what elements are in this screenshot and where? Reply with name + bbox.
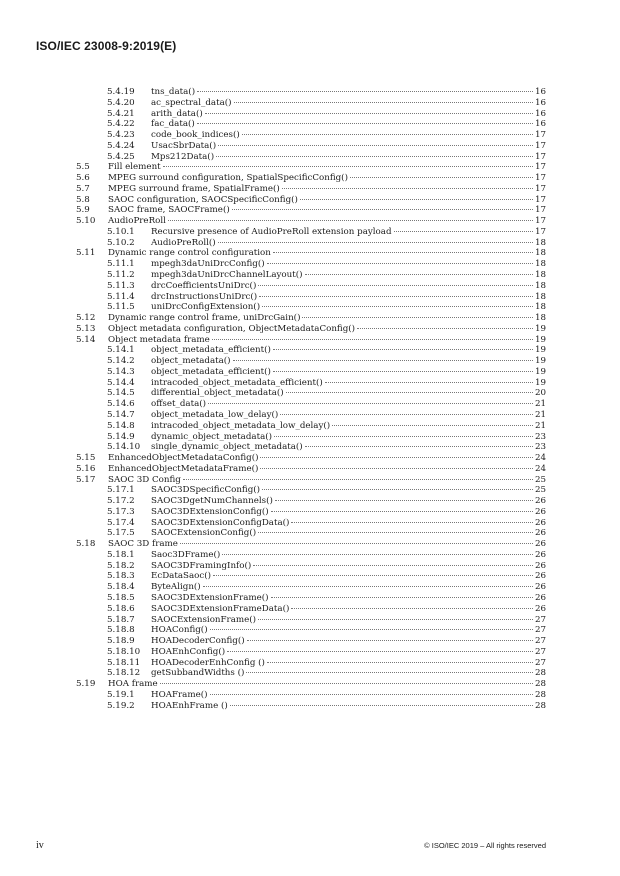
toc-entry-number: 5.10 bbox=[76, 216, 96, 227]
toc-entry-number: 5.8 bbox=[76, 194, 90, 205]
toc-entry-number: 5.7 bbox=[76, 183, 90, 194]
toc-entry[interactable] bbox=[76, 313, 546, 324]
dot-leader bbox=[350, 177, 533, 178]
toc-entry-title: fac_data() bbox=[151, 119, 195, 130]
toc-entry-page: 17 bbox=[534, 194, 546, 205]
table-of-contents bbox=[76, 87, 546, 711]
toc-entry-number: 5.18.8 bbox=[107, 625, 135, 636]
page-number: iv bbox=[36, 840, 44, 851]
toc-entry-page: 17 bbox=[534, 205, 546, 216]
toc-entry-title: MPEG surround configuration, SpatialSpecificConfig() bbox=[108, 173, 348, 184]
toc-entry-page: 19 bbox=[534, 334, 546, 345]
toc-entry[interactable] bbox=[76, 324, 546, 335]
toc-entry-page: 26 bbox=[534, 517, 546, 528]
dot-leader bbox=[222, 554, 533, 555]
toc-entry-page: 25 bbox=[534, 474, 546, 485]
toc-entry-title: AudioPreRoll() bbox=[151, 237, 216, 248]
toc-entry-page: 18 bbox=[534, 291, 546, 302]
dot-leader bbox=[247, 640, 533, 641]
toc-entry-title: intracoded_object_metadata_low_delay() bbox=[151, 420, 331, 431]
toc-entry-title: single_dynamic_object_metadata() bbox=[151, 442, 303, 453]
toc-entry-number: 5.18.5 bbox=[107, 592, 135, 603]
dot-leader bbox=[305, 446, 533, 447]
dot-leader bbox=[262, 489, 533, 490]
toc-entry[interactable] bbox=[76, 399, 546, 410]
toc-entry-page: 21 bbox=[534, 409, 546, 420]
toc-entry[interactable] bbox=[76, 625, 546, 636]
dot-leader bbox=[258, 619, 533, 620]
toc-entry[interactable] bbox=[76, 302, 546, 313]
toc-entry-page: 18 bbox=[534, 248, 546, 259]
dot-leader bbox=[216, 156, 533, 157]
toc-entry-number: 5.6 bbox=[76, 173, 90, 184]
toc-entry-number: 5.18.6 bbox=[107, 603, 135, 614]
dot-leader bbox=[180, 543, 533, 544]
toc-entry[interactable] bbox=[76, 378, 546, 389]
toc-entry-number: 5.18.10 bbox=[107, 646, 141, 657]
toc-entry-number: 5.15 bbox=[76, 453, 96, 464]
toc-entry-page: 17 bbox=[534, 216, 546, 227]
toc-entry-page: 18 bbox=[534, 313, 546, 324]
toc-entry-title: tns_data() bbox=[151, 87, 196, 97]
dot-leader bbox=[300, 199, 533, 200]
toc-entry-title: Mps212Data() bbox=[151, 151, 215, 162]
toc-entry-page: 28 bbox=[534, 668, 546, 679]
toc-entry-number: 5.9 bbox=[76, 205, 90, 216]
toc-entry-page: 17 bbox=[534, 140, 546, 151]
toc-entry[interactable] bbox=[76, 421, 546, 432]
toc-entry-number: 5.4.20 bbox=[107, 97, 135, 108]
dot-leader bbox=[332, 425, 533, 426]
toc-entry-number: 5.14.6 bbox=[107, 399, 135, 410]
toc-entry-number: 5.4.25 bbox=[107, 151, 135, 162]
toc-entry[interactable] bbox=[76, 668, 546, 679]
dot-leader bbox=[258, 532, 533, 533]
toc-entry-title: object_metadata_low_delay() bbox=[151, 409, 279, 420]
toc-entry-page: 26 bbox=[534, 506, 546, 517]
toc-entry[interactable] bbox=[76, 238, 546, 249]
dot-leader bbox=[213, 575, 533, 576]
toc-entry-page: 17 bbox=[534, 151, 546, 162]
toc-entry-number: 5.17.1 bbox=[107, 485, 135, 496]
toc-entry[interactable] bbox=[76, 464, 546, 475]
toc-entry-number: 5.19.1 bbox=[107, 689, 135, 700]
toc-entry-page: 16 bbox=[534, 87, 546, 97]
dot-leader bbox=[282, 188, 533, 189]
toc-entry-page: 28 bbox=[534, 700, 546, 711]
toc-entry-number: 5.17.2 bbox=[107, 496, 135, 507]
toc-entry-number: 5.18.9 bbox=[107, 636, 135, 647]
toc-entry-title: HOAEnhConfig() bbox=[151, 646, 226, 657]
toc-entry[interactable] bbox=[76, 442, 546, 453]
toc-entry-number: 5.18.4 bbox=[107, 582, 135, 593]
toc-entry[interactable] bbox=[76, 356, 546, 367]
toc-entry-title: AudioPreRoll bbox=[108, 216, 166, 227]
toc-entry-title: arith_data() bbox=[151, 108, 203, 119]
toc-entry-title: Recursive presence of AudioPreRoll extension payload bbox=[151, 226, 392, 237]
dot-leader bbox=[163, 166, 533, 167]
toc-entry-title: dynamic_object_metadata() bbox=[151, 431, 273, 442]
dot-leader bbox=[260, 457, 532, 458]
dot-leader bbox=[232, 209, 533, 210]
toc-entry-page: 28 bbox=[534, 679, 546, 690]
toc-entry[interactable] bbox=[76, 539, 546, 550]
toc-entry-page: 19 bbox=[534, 356, 546, 367]
toc-entry-page: 23 bbox=[534, 442, 546, 453]
toc-entry-page: 26 bbox=[534, 592, 546, 603]
toc-entry-page: 16 bbox=[534, 97, 546, 108]
toc-entry-page: 23 bbox=[534, 431, 546, 442]
dot-leader bbox=[183, 479, 533, 480]
toc-entry[interactable] bbox=[76, 496, 546, 507]
toc-entry-number: 5.11.2 bbox=[107, 270, 135, 281]
toc-entry-page: 17 bbox=[534, 183, 546, 194]
toc-entry[interactable] bbox=[76, 485, 546, 496]
toc-entry[interactable] bbox=[76, 701, 546, 712]
toc-entry-page: 19 bbox=[534, 323, 546, 334]
toc-entry[interactable] bbox=[76, 432, 546, 443]
dot-leader bbox=[394, 231, 533, 232]
toc-entry-title: intracoded_object_metadata_efficient() bbox=[151, 377, 323, 388]
toc-entry-page: 24 bbox=[534, 453, 546, 464]
toc-entry[interactable] bbox=[76, 335, 546, 346]
toc-entry-title: SAOC configuration, SAOCSpecificConfig() bbox=[108, 194, 298, 205]
toc-entry-title: SAOCExtensionConfig() bbox=[151, 528, 257, 539]
toc-entry-title: object_metadata_efficient() bbox=[151, 366, 271, 377]
dot-leader bbox=[208, 403, 533, 404]
dot-leader bbox=[210, 694, 533, 695]
toc-entry-number: 5.18.1 bbox=[107, 549, 135, 560]
toc-entry-number: 5.16 bbox=[76, 463, 96, 474]
dot-leader bbox=[291, 522, 532, 523]
toc-entry[interactable] bbox=[76, 173, 546, 184]
dot-leader bbox=[258, 285, 533, 286]
toc-entry-page: 16 bbox=[534, 119, 546, 130]
toc-entry-title: Dynamic range control configuration bbox=[108, 248, 271, 259]
toc-entry-title: MPEG surround frame, SpatialFrame() bbox=[108, 183, 280, 194]
toc-entry-title: getSubbandWidths () bbox=[151, 668, 245, 679]
toc-entry-number: 5.10.2 bbox=[107, 237, 135, 248]
toc-entry-number: 5.4.22 bbox=[107, 119, 135, 130]
toc-entry-number: 5.4.21 bbox=[107, 108, 135, 119]
toc-entry-page: 17 bbox=[534, 162, 546, 173]
toc-entry[interactable] bbox=[76, 184, 546, 195]
toc-entry-number: 5.14.4 bbox=[107, 377, 135, 388]
toc-entry-page: 21 bbox=[534, 399, 546, 410]
toc-entry-title: mpegh3daUniDrcChannelLayout() bbox=[151, 270, 303, 281]
toc-entry-number: 5.11.4 bbox=[107, 291, 135, 302]
dot-leader bbox=[271, 597, 533, 598]
toc-entry-title: differential_object_metadata() bbox=[151, 388, 284, 399]
toc-entry-title: SAOC3DExtensionFrame() bbox=[151, 592, 269, 603]
toc-entry-page: 19 bbox=[534, 345, 546, 356]
toc-entry[interactable] bbox=[76, 636, 546, 647]
toc-entry-number: 5.14 bbox=[76, 334, 96, 345]
toc-entry-page: 26 bbox=[534, 603, 546, 614]
dot-leader bbox=[233, 360, 533, 361]
toc-entry-page: 19 bbox=[534, 366, 546, 377]
toc-entry[interactable] bbox=[76, 119, 546, 130]
dot-leader bbox=[259, 296, 533, 297]
toc-entry-number: 5.18.11 bbox=[107, 657, 141, 668]
toc-entry-page: 18 bbox=[534, 237, 546, 248]
toc-entry-number: 5.18.12 bbox=[107, 668, 141, 679]
toc-entry-page: 17 bbox=[534, 130, 546, 141]
toc-entry-page: 26 bbox=[534, 549, 546, 560]
toc-entry-page: 26 bbox=[534, 539, 546, 550]
toc-entry[interactable] bbox=[76, 152, 546, 163]
toc-entry-title: SAOC3DExtensionConfig() bbox=[151, 506, 269, 517]
dot-leader bbox=[262, 306, 533, 307]
toc-entry-page: 25 bbox=[534, 485, 546, 496]
toc-entry[interactable] bbox=[76, 647, 546, 658]
toc-entry[interactable] bbox=[76, 690, 546, 701]
toc-entry-title: ByteAlign() bbox=[151, 582, 201, 593]
toc-entry[interactable] bbox=[76, 507, 546, 518]
toc-entry[interactable] bbox=[76, 367, 546, 378]
toc-entry-page: 18 bbox=[534, 259, 546, 270]
dot-leader bbox=[271, 511, 533, 512]
toc-entry-title: HOADecoderEnhConfig () bbox=[151, 657, 265, 668]
toc-entry-title: Object metadata frame bbox=[108, 334, 210, 345]
dot-leader bbox=[291, 608, 533, 609]
toc-entry-number: 5.4.19 bbox=[107, 87, 135, 97]
dot-leader bbox=[197, 91, 533, 92]
toc-entry-title: SAOC3DgetNumChannels() bbox=[151, 496, 273, 507]
toc-entry[interactable] bbox=[76, 130, 546, 141]
dot-leader bbox=[274, 436, 533, 437]
toc-entry-number: 5.12 bbox=[76, 313, 96, 324]
toc-entry[interactable] bbox=[76, 195, 546, 206]
toc-entry[interactable] bbox=[76, 227, 546, 238]
toc-entry-title: ac_spectral_data() bbox=[151, 97, 232, 108]
toc-entry-title: offset_data() bbox=[151, 399, 207, 410]
dot-leader bbox=[302, 317, 532, 318]
toc-entry-page: 17 bbox=[534, 173, 546, 184]
toc-entry[interactable] bbox=[76, 679, 546, 690]
toc-entry[interactable] bbox=[76, 453, 546, 464]
toc-entry-number: 5.4.23 bbox=[107, 130, 135, 141]
toc-entry-page: 19 bbox=[534, 377, 546, 388]
toc-entry-page: 28 bbox=[534, 689, 546, 700]
toc-entry-number: 5.18.3 bbox=[107, 571, 135, 582]
toc-entry-number: 5.11.5 bbox=[107, 302, 135, 313]
dot-leader bbox=[273, 371, 533, 372]
dot-leader bbox=[234, 102, 533, 103]
toc-entry-number: 5.14.7 bbox=[107, 409, 135, 420]
toc-entry-number: 5.18.7 bbox=[107, 614, 135, 625]
toc-entry-number: 5.17 bbox=[76, 474, 96, 485]
toc-entry-title: SAOC3DFramingInfo() bbox=[151, 560, 252, 571]
toc-entry-title: SAOCExtensionFrame() bbox=[151, 614, 257, 625]
dot-leader bbox=[203, 586, 533, 587]
dot-leader bbox=[218, 242, 533, 243]
toc-entry-title: SAOC3DSpecificConfig() bbox=[151, 485, 261, 496]
toc-entry-page: 27 bbox=[534, 625, 546, 636]
toc-entry[interactable] bbox=[76, 658, 546, 669]
dot-leader bbox=[212, 339, 533, 340]
toc-entry-page: 27 bbox=[534, 614, 546, 625]
toc-entry-title: SAOC 3D frame bbox=[108, 539, 178, 550]
dot-leader bbox=[218, 145, 533, 146]
toc-entry[interactable] bbox=[76, 162, 546, 173]
dot-leader bbox=[286, 392, 533, 393]
toc-entry-number: 5.14.2 bbox=[107, 356, 135, 367]
toc-entry[interactable] bbox=[76, 87, 546, 98]
document-id-header: ISO/IEC 23008-9:2019(E) bbox=[36, 39, 177, 53]
toc-entry-number: 5.13 bbox=[76, 323, 96, 334]
toc-entry-number: 5.14.8 bbox=[107, 420, 135, 431]
toc-entry[interactable] bbox=[76, 248, 546, 259]
toc-entry-title: SAOC frame, SAOCFrame() bbox=[108, 205, 230, 216]
toc-entry-title: code_book_indices() bbox=[151, 130, 240, 141]
toc-entry-page: 26 bbox=[534, 582, 546, 593]
toc-entry-title: HOA frame bbox=[108, 679, 158, 690]
toc-entry-page: 24 bbox=[534, 463, 546, 474]
toc-entry-page: 20 bbox=[534, 388, 546, 399]
toc-entry-title: UsacSbrData() bbox=[151, 140, 217, 151]
dot-leader bbox=[253, 565, 533, 566]
toc-entry-page: 27 bbox=[534, 657, 546, 668]
toc-entry[interactable] bbox=[76, 259, 546, 270]
toc-entry[interactable] bbox=[76, 615, 546, 626]
toc-entry[interactable] bbox=[76, 216, 546, 227]
toc-entry[interactable] bbox=[76, 528, 546, 539]
toc-entry-title: object_metadata() bbox=[151, 356, 231, 367]
toc-entry-number: 5.14.5 bbox=[107, 388, 135, 399]
dot-leader bbox=[160, 683, 533, 684]
toc-entry-page: 17 bbox=[534, 226, 546, 237]
toc-entry[interactable] bbox=[76, 98, 546, 109]
toc-entry-number: 5.17.4 bbox=[107, 517, 135, 528]
toc-entry-page: 26 bbox=[534, 571, 546, 582]
dot-leader bbox=[273, 349, 533, 350]
toc-entry-page: 16 bbox=[534, 108, 546, 119]
dot-leader bbox=[267, 662, 533, 663]
toc-entry-title: uniDrcConfigExtension() bbox=[151, 302, 261, 313]
toc-entry[interactable] bbox=[76, 604, 546, 615]
dot-leader bbox=[205, 113, 533, 114]
copyright-notice: © ISO/IEC 2019 – All rights reserved bbox=[424, 841, 546, 850]
toc-entry-number: 5.11 bbox=[76, 248, 96, 259]
toc-entry-title: mpegh3daUniDrcConfig() bbox=[151, 259, 265, 270]
toc-entry-title: SAOC3DExtensionConfigData() bbox=[151, 517, 290, 528]
dot-leader bbox=[357, 328, 533, 329]
toc-entry-number: 5.14.1 bbox=[107, 345, 135, 356]
toc-entry-title: Dynamic range control frame, uniDrcGain() bbox=[108, 313, 301, 324]
dot-leader bbox=[246, 672, 533, 673]
toc-entry-number: 5.19.2 bbox=[107, 700, 135, 711]
toc-entry-number: 5.17.3 bbox=[107, 506, 135, 517]
toc-entry-page: 18 bbox=[534, 302, 546, 313]
toc-entry-title: HOADecoderConfig() bbox=[151, 636, 245, 647]
dot-leader bbox=[230, 705, 533, 706]
dot-leader bbox=[260, 468, 533, 469]
toc-entry[interactable] bbox=[76, 141, 546, 152]
toc-entry-title: HOAFrame() bbox=[151, 689, 208, 700]
toc-entry-title: SAOC 3D Config bbox=[108, 474, 181, 485]
toc-entry-title: HOAEnhFrame () bbox=[151, 700, 228, 711]
dot-leader bbox=[267, 263, 533, 264]
dot-leader bbox=[325, 382, 533, 383]
toc-entry[interactable] bbox=[76, 292, 546, 303]
toc-entry-page: 27 bbox=[534, 636, 546, 647]
toc-entry-title: object_metadata_efficient() bbox=[151, 345, 271, 356]
toc-entry-page: 27 bbox=[534, 646, 546, 657]
toc-entry[interactable] bbox=[76, 475, 546, 486]
toc-entry-number: 5.14.10 bbox=[107, 442, 141, 453]
toc-entry-title: Saoc3DFrame() bbox=[151, 549, 221, 560]
dot-leader bbox=[305, 274, 533, 275]
dot-leader bbox=[227, 651, 533, 652]
dot-leader bbox=[210, 629, 533, 630]
toc-entry-number: 5.5 bbox=[76, 162, 90, 173]
toc-entry-title: EcDataSaoc() bbox=[151, 571, 212, 582]
dot-leader bbox=[242, 134, 533, 135]
toc-entry[interactable] bbox=[76, 281, 546, 292]
toc-entry[interactable] bbox=[76, 561, 546, 572]
toc-entry-title: EnhancedObjectMetadataConfig() bbox=[108, 453, 259, 464]
toc-entry-page: 21 bbox=[534, 420, 546, 431]
toc-entry-title: drcCoefficientsUniDrc() bbox=[151, 280, 257, 291]
toc-entry-number: 5.19 bbox=[76, 679, 96, 690]
dot-leader bbox=[280, 414, 533, 415]
toc-entry[interactable] bbox=[76, 410, 546, 421]
toc-entry-title: Fill element bbox=[108, 162, 161, 173]
toc-entry-number: 5.10.1 bbox=[107, 226, 135, 237]
toc-entry-number: 5.11.3 bbox=[107, 280, 135, 291]
toc-entry-title: HOAConfig() bbox=[151, 625, 208, 636]
toc-entry[interactable] bbox=[76, 593, 546, 604]
toc-entry-page: 26 bbox=[534, 496, 546, 507]
toc-entry-title: SAOC3DExtensionFrameData() bbox=[151, 603, 290, 614]
toc-entry-number: 5.17.5 bbox=[107, 528, 135, 539]
toc-entry[interactable] bbox=[76, 205, 546, 216]
toc-entry-number: 5.14.9 bbox=[107, 431, 135, 442]
dot-leader bbox=[197, 123, 533, 124]
dot-leader bbox=[275, 500, 533, 501]
toc-entry-page: 18 bbox=[534, 270, 546, 281]
toc-entry-page: 26 bbox=[534, 528, 546, 539]
toc-entry[interactable] bbox=[76, 109, 546, 120]
dot-leader bbox=[273, 252, 533, 253]
toc-entry-number: 5.14.3 bbox=[107, 366, 135, 377]
toc-entry-number: 5.18 bbox=[76, 539, 96, 550]
toc-entry[interactable] bbox=[76, 518, 546, 529]
toc-entry-number: 5.4.24 bbox=[107, 140, 135, 151]
dot-leader bbox=[168, 220, 533, 221]
toc-entry-page: 26 bbox=[534, 560, 546, 571]
toc-entry[interactable] bbox=[76, 270, 546, 281]
toc-entry[interactable] bbox=[76, 388, 546, 399]
toc-entry-title: EnhancedObjectMetadataFrame() bbox=[108, 463, 259, 474]
toc-entry[interactable] bbox=[76, 550, 546, 561]
toc-entry-page: 18 bbox=[534, 280, 546, 291]
toc-entry[interactable] bbox=[76, 571, 546, 582]
toc-entry-title: drcInstructionsUniDrc() bbox=[151, 291, 258, 302]
toc-entry[interactable] bbox=[76, 345, 546, 356]
toc-entry[interactable] bbox=[76, 582, 546, 593]
toc-entry-number: 5.18.2 bbox=[107, 560, 135, 571]
toc-entry-title: Object metadata configuration, ObjectMetadataConfig() bbox=[108, 323, 356, 334]
toc-entry-number: 5.11.1 bbox=[107, 259, 135, 270]
